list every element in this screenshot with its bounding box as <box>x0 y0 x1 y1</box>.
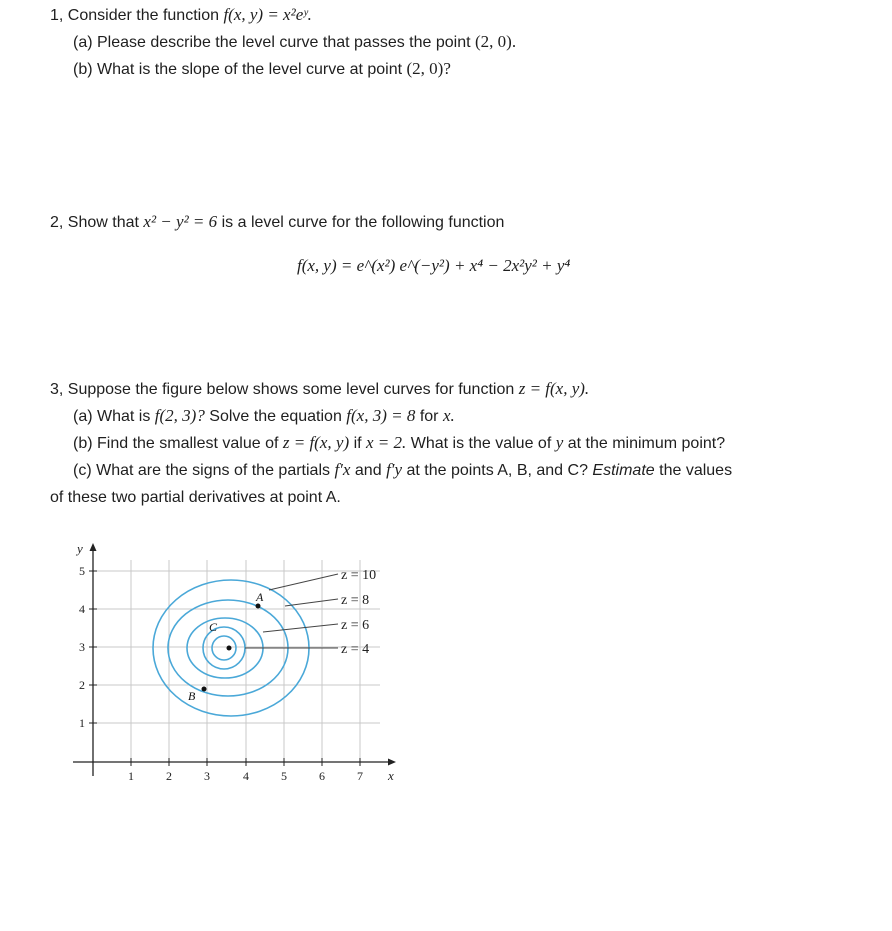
q3c-fy: f′y <box>386 460 403 479</box>
q3b-text-4: at the minimum point? <box>567 435 726 452</box>
x-tick-labels <box>128 769 363 783</box>
q1-function: f(x, y) = x²eʸ. <box>223 5 312 24</box>
x-tick-label: 3 <box>204 769 210 783</box>
level-label-z8: z = 8 <box>341 593 370 608</box>
q3b-line <box>73 433 725 454</box>
leader-z6 <box>263 624 338 632</box>
level-curve-inner <box>212 636 236 660</box>
x-tick-label: 1 <box>128 769 134 783</box>
grid <box>93 560 380 764</box>
q3a-text-2: Solve the equation <box>209 408 342 425</box>
x-tick-label: 7 <box>357 769 363 783</box>
leader-z10 <box>269 574 338 590</box>
q3-line <box>50 379 589 400</box>
q1-lead: 1, Consider the function <box>50 7 219 24</box>
q2-formula-line <box>297 256 570 277</box>
q3b-text-2: if <box>353 435 362 452</box>
q3a-equation: f(x, 3) = 8 <box>346 406 416 425</box>
level-labels <box>341 568 376 657</box>
y-tick-label: 5 <box>79 564 85 578</box>
point-b <box>202 687 207 692</box>
q3b-x: x = 2. <box>366 433 407 452</box>
q1-line <box>50 5 312 26</box>
q3c-fx: f′x <box>334 460 351 479</box>
q1b-point: (2, 0)? <box>406 59 451 78</box>
q3a-variable: x. <box>442 406 455 425</box>
q3b-z: z = f(x, y) <box>282 433 350 452</box>
q3c-text-4: the values <box>659 462 733 479</box>
point-b-label: B <box>188 689 196 703</box>
y-axis-label: y <box>77 541 83 556</box>
q3a-value: f(2, 3)? <box>154 406 205 425</box>
x-tick-label: 6 <box>319 769 325 783</box>
q3c-text-1: (c) What are the signs of the partials <box>73 462 330 479</box>
q1a-point: (2, 0). <box>475 32 517 51</box>
q2-line <box>50 212 504 233</box>
q2-formula: f(x, y) = e^(x²) e^(−y²) + x⁴ − 2x²y² + y⁴ <box>297 256 571 275</box>
point-c <box>227 646 232 651</box>
y-axis-arrow <box>90 543 97 551</box>
x-tick-label: 4 <box>243 769 249 783</box>
q3-function: z = f(x, y). <box>518 379 590 398</box>
q3c-text-5: of these two partial derivatives at point A. <box>50 489 341 506</box>
level-curve-figure <box>60 535 410 785</box>
q1a-text: (a) Please describe the level curve that passes the point <box>73 34 471 51</box>
q1b-text: (b) What is the slope of the level curve at point <box>73 61 403 78</box>
q3b-text-1: (b) Find the smallest value of <box>73 435 279 452</box>
y-tick-labels <box>79 564 85 730</box>
y-tick-label: 1 <box>79 716 85 730</box>
q3a-text-3: for <box>419 408 439 425</box>
level-label-z4: z = 4 <box>341 642 370 657</box>
leader-z8 <box>285 599 338 606</box>
q2-tail: is a level curve for the following function <box>221 214 505 231</box>
y-tick-label: 2 <box>79 678 85 692</box>
q3b-y: y <box>555 433 564 452</box>
x-axis-arrow <box>388 759 396 766</box>
q1a-line <box>73 32 516 53</box>
q3c-estimate: Estimate <box>592 462 655 479</box>
level-label-z10: z = 10 <box>341 568 377 583</box>
q3c-text-3: at the points A, B, and C? <box>406 462 588 479</box>
point-a <box>256 604 261 609</box>
q3c-line-2 <box>50 488 341 508</box>
point-c-label: C <box>209 620 218 634</box>
y-tick-label: 4 <box>79 602 85 616</box>
q1b-line <box>73 59 451 80</box>
level-label-z6: z = 6 <box>341 618 370 633</box>
q3c-text-2: and <box>354 462 382 479</box>
x-axis-label: x <box>388 768 394 783</box>
q3a-text-1: (a) What is <box>73 408 151 425</box>
q3c-line <box>73 460 732 481</box>
x-tick-label: 2 <box>166 769 172 783</box>
x-tick-label: 5 <box>281 769 287 783</box>
point-a-label: A <box>256 590 264 604</box>
q3a-line <box>73 406 455 427</box>
y-tick-label: 3 <box>79 640 85 654</box>
q3b-text-3: What is the value of <box>410 435 552 452</box>
q2-lead: 2, Show that <box>50 214 139 231</box>
q3-lead: 3, Suppose the figure below shows some level curves for function <box>50 381 515 398</box>
q2-curve: x² − y² = 6 <box>143 212 218 231</box>
